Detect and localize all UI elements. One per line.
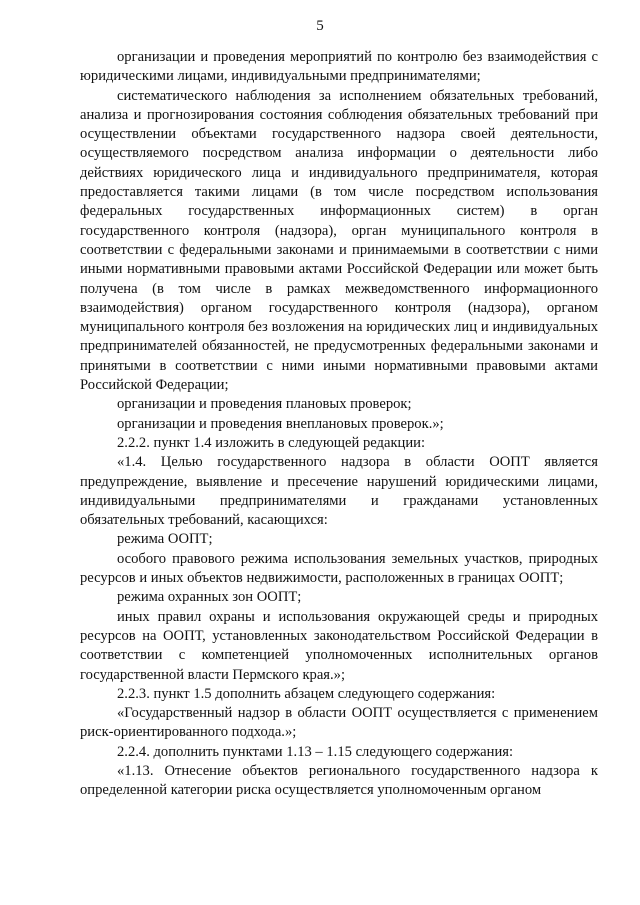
paragraph: 2.2.2. пункт 1.4 изложить в следующей редакции:: [117, 434, 426, 451]
paragraph: «Государственный надзор в области ООПТ осуществляется с применением риск-ориентированного подхода.»;: [80, 705, 598, 741]
paragraph: организации и проведения плановых проверок;: [117, 396, 412, 413]
paragraph: 2.2.3. пункт 1.5 дополнить абзацем следующего содержания:: [117, 685, 496, 702]
paragraph: систематического наблюдения за исполнением обязательных требований, анализа и прогнозирования состояния соблюдения обязательных требований при осуществлении объектами государственного надзора своей деятельности, осуществляемого посредством анализа информации о деятельности либо действиях юридического лица и индивидуального предпринимателя, которая предоставляется такими лицами (в том числе посредством использования федеральных государственных информационных систем) в орган государственного контроля (надзора), орган муниципального контроля в соответствии с федеральными законами и принимаемыми в соответствии с ними иными нормативными правовыми актами Российской Федерации или может быть получена (в том числе в рамках межведомственного информационного взаимодействия) органом государственного контроля (надзора), органом муниципального контроля без возложения на юридических лиц и индивидуальных предпринимателей обязанностей, не предусмотренных федеральными законами и принятыми в соответствии с ними иными нормативными правовыми актами Российской Федерации;: [80, 87, 598, 394]
paragraph: иных правил охраны и использования окружающей среды и природных ресурсов на ООПТ, установленных законодательством Российской Федерации в соответствии с компетенцией уполномоченных исполнительных органов государственной власти Пермского края.»;: [80, 608, 598, 683]
paragraph: 2.2.4. дополнить пунктами 1.13 – 1.15 следующего содержания:: [117, 743, 514, 760]
paragraph: режима охранных зон ООПТ;: [117, 589, 302, 606]
paragraph: организации и проведения внеплановых проверок.»;: [117, 415, 444, 432]
paragraph: режима ООПТ;: [117, 531, 213, 548]
paragraph: «1.13. Отнесение объектов регионального государственного надзора к определенной категории риска осуществляется уполномоченным органом: [80, 762, 598, 799]
paragraph: «1.4. Целью государственного надзора в области ООПТ является предупреждение, выявление и пресечение нарушений юридическими лицами, индивидуальными предпринимателями и гражданами установленных обязательных требований, касающихся:: [80, 454, 598, 529]
page-number: 5: [316, 18, 324, 34]
document-body: [80, 48, 598, 801]
paragraph: особого правового режима использования земельных участков, природных ресурсов и иных объектов недвижимости, расположенных в границах ООПТ;: [80, 550, 598, 587]
paragraph: организации и проведения мероприятий по контролю без взаимодействия с юридическими лицами, индивидуальными предпринимателями;: [80, 49, 598, 85]
